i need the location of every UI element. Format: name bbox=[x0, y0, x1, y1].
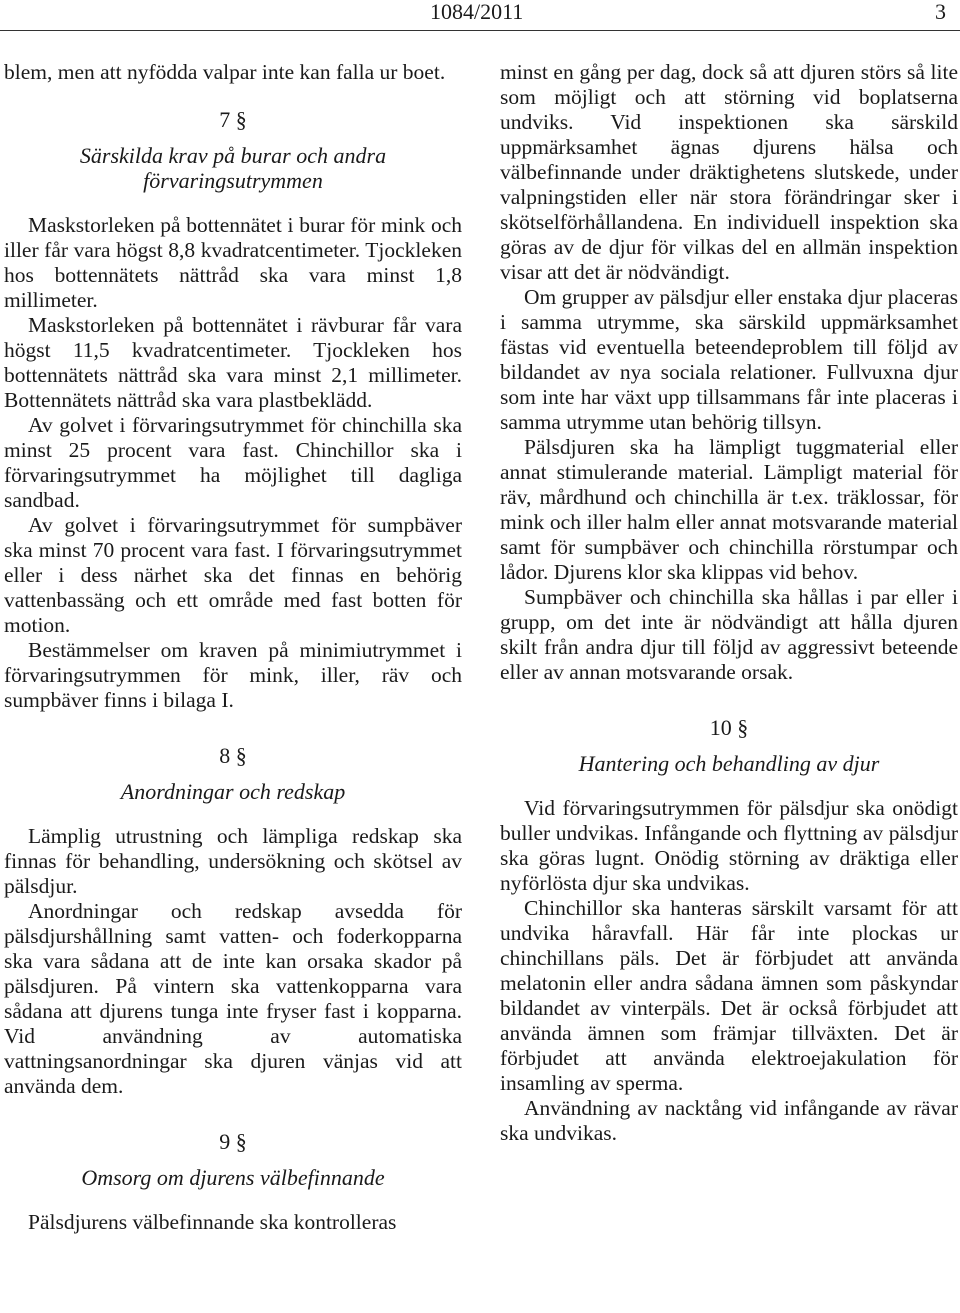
page-header bbox=[0, 0, 960, 26]
section-7-paragraph-4: Av golvet i förvaringsutrymmet för sumpbäver ska minst 70 procent vara fast. I förvaringsutrymmet eller i dess närhet ska det finnas en behörig vattenbassäng och ett område med fast botten för motion. bbox=[4, 513, 462, 637]
left-column bbox=[4, 60, 462, 1235]
section-8-paragraph-2: Anordningar och redskap avsedda för pälsdjurshållning samt vatten- och foderkopparna ska vara sådana att de inte kan orsaka skador på pälsdjuren. På vintern ska vattenkopparna vara sådana att djurens tunga inte fryser fast i kopparna. Vid användning av automatiska vattningsanordningar ska djuren vänjas vid att använda dem. bbox=[4, 899, 462, 1098]
section-7-paragraph-3: Av golvet i förvaringsutrymmet för chinchilla ska minst 25 procent vara fast. Chinchillor ska i förvaringsutrymmet ha möjlighet till dagliga sandbad. bbox=[4, 413, 462, 512]
section-9-paragraph-4: Sumpbäver och chinchilla ska hållas i par eller i grupp, om det inte är nödvändigt att hålla djuren skilt från andra djur till följd av aggressivt beteende eller av annan motsvarande orsak. bbox=[500, 585, 958, 684]
section-7-number: 7 § bbox=[219, 107, 247, 132]
section-7-paragraph-1: Maskstorleken på bottennätet i burar för mink och iller får vara högst 8,8 kvadratcentimeter. Tjockleken hos bottennätets nättråd ska vara minst 1,8 millimeter. bbox=[4, 213, 462, 312]
section-10-number: 10 § bbox=[709, 715, 749, 740]
section-10-paragraph-2: Chinchillor ska hanteras särskilt varsamt för att undvika håravfall. Här får inte plockas ur chinchillans päls. Det är förbjudet att använda melatonin eller andra sådana ämnen som påskyndar bildandet av vinterpäls. Det är också förbjudet att använda ämnen som främjar tillväxten. Det är förbjudet att använda elektroejakulation för insamling av sperma. bbox=[500, 896, 958, 1095]
section-9-number: 9 § bbox=[219, 1129, 247, 1154]
section-7-paragraph-2: Maskstorleken på bottennätet i rävburar får vara högst 11,5 kvadratcentimeter. Tjockleken hos bottennätets nättråd ska vara minst 2,1 millimeter. Bottennätets nättråd ska vara plastbeklädd. bbox=[4, 313, 462, 412]
section-8-paragraph-1: Lämplig utrustning och lämpliga redskap ska finnas för behandling, undersökning och skötsel av pälsdjur. bbox=[4, 824, 462, 898]
continued-paragraph: blem, men att nyfödda valpar inte kan falla ur boet. bbox=[4, 60, 446, 84]
section-8-number: 8 § bbox=[219, 743, 247, 768]
page-number: 3 bbox=[935, 0, 946, 24]
document-number: 1084/2011 bbox=[430, 0, 524, 24]
section-9-paragraph-1-continued: minst en gång per dag, dock så att djuren störs så lite som möjligt och att störning vid boplatserna undviks. Vid inspektionen ska särskild uppmärksamhet ägnas djurens hälsa och välbefinnande under dräktighetens slutskede, under valpningstiden eller när stora förändringar sker i skötselförhållandena. En individuell inspektion ska göras av de djur för vilkas del en allmän inspektion visar att det är nödvändigt. bbox=[500, 60, 958, 284]
header-rule bbox=[0, 30, 960, 31]
section-9-title: Omsorg om djurens välbefinnande bbox=[81, 1165, 385, 1190]
section-9-paragraph-2: Om grupper av pälsdjur eller enstaka djur placeras i samma utrymme, ska särskild uppmärksamhet fästas vid eventuella beteendeproblem till följd av bildandet av nya sociala relationer. Fullvuxna djur som inte har växt upp tillsammans får inte placeras i samma utrymme utan behörig tillsyn. bbox=[500, 285, 959, 434]
section-7-paragraph-5: Bestämmelser om kraven på minimiutrymmet i förvaringsutrymmen för mink, iller, räv och sumpbäver finns i bilaga I. bbox=[4, 638, 462, 712]
right-column bbox=[500, 60, 958, 1146]
section-10-paragraph-3: Användning av nacktång vid infångande av rävar ska undvikas. bbox=[500, 1096, 958, 1145]
section-10-paragraph-1: Vid förvaringsutrymmen för pälsdjur ska onödigt buller undvikas. Infångande och flyttning av pälsdjur ska göras lugnt. Onödig störning av dräktiga eller nyförlösta djur ska undvikas. bbox=[500, 796, 958, 895]
section-8-title: Anordningar och redskap bbox=[120, 779, 346, 804]
section-9-paragraph-3: Pälsdjuren ska ha lämpligt tuggmaterial eller annat stimulerande material. Lämpligt material för räv, mårdhund och chinchilla är t.ex. träklossar, för mink och iller halm eller annat motsvarande material samt för sumpbäver och chinchilla rörstumpar och lådor. Djurens klor ska klippas vid behov. bbox=[500, 435, 958, 584]
section-9-paragraph-1: Pälsdjurens välbefinnande ska kontrolleras bbox=[28, 1210, 397, 1234]
section-7-title: Särskilda krav på burar och andra förvaringsutrymmen bbox=[79, 143, 387, 193]
section-10-title: Hantering och behandling av djur bbox=[578, 751, 880, 776]
